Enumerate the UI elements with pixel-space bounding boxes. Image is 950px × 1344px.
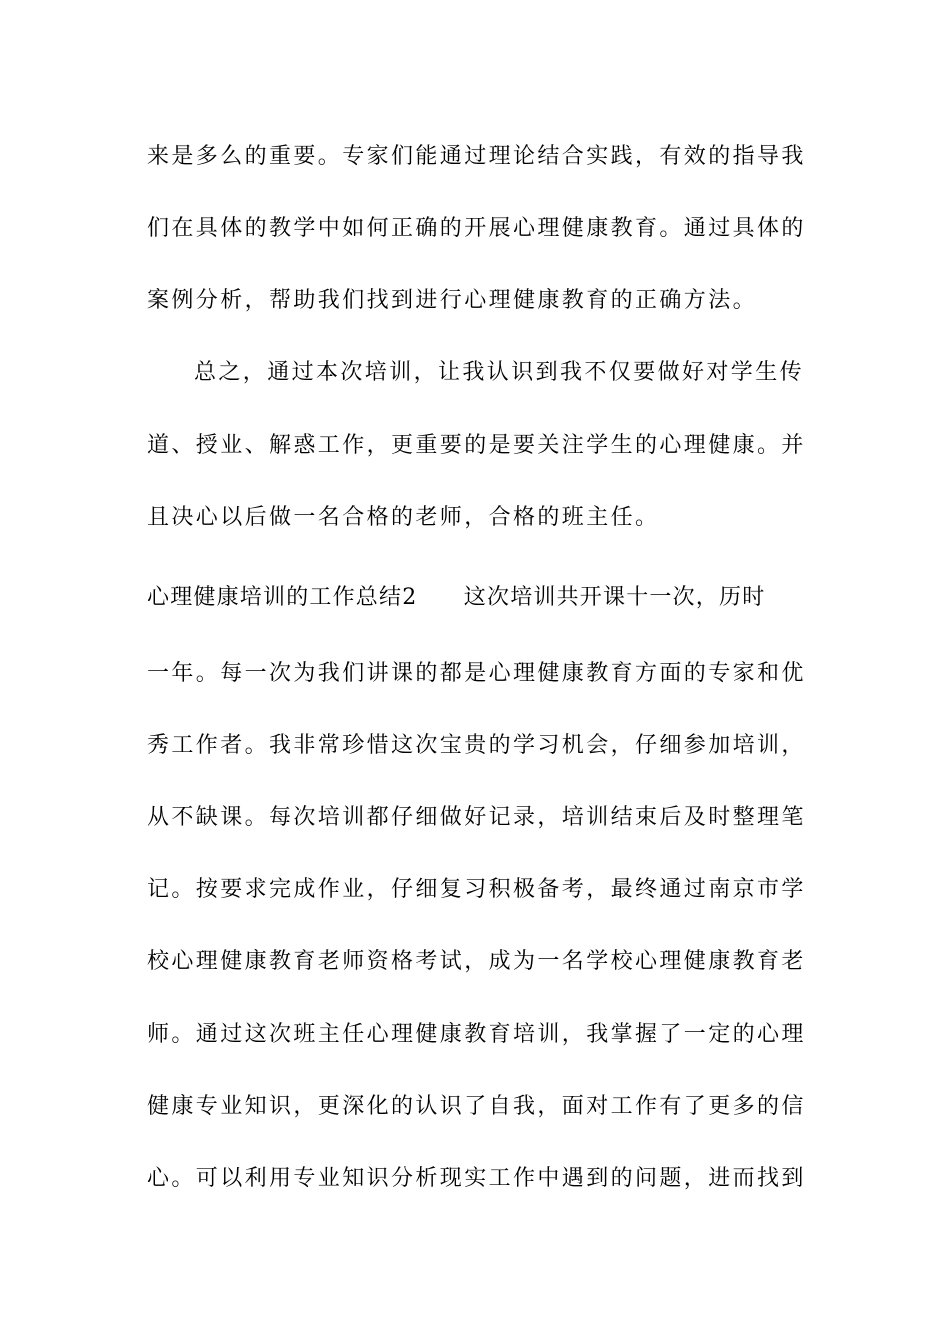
text-line: 记。按要求完成作业，仔细复习积极备考，最终通过南京市学 (147, 877, 806, 902)
section-heading-line: 心理健康培训的工作总结2 这次培训共开课十一次，历时 (147, 585, 766, 610)
text-line: 师。通过这次班主任心理健康教育培训，我掌握了一定的心理 (147, 1022, 806, 1047)
text-line: 一年。每一次为我们讲课的都是心理健康教育方面的专家和优 (147, 661, 806, 686)
paragraph-first-line: 总之，通过本次培训，让我认识到我不仅要做好对学生传 (194, 360, 805, 385)
text-line: 心。可以利用专业知识分析现实工作中遇到的问题，进而找到 (147, 1166, 806, 1191)
text-line: 校心理健康教育老师资格考试，成为一名学校心理健康教育老 (147, 949, 806, 974)
text-line: 们在具体的教学中如何正确的开展心理健康教育。通过具体的 (147, 216, 806, 241)
text-line: 且决心以后做一名合格的老师，合格的班主任。 (147, 505, 660, 530)
text-line: 从不缺课。每次培训都仔细做好记录，培训结束后及时整理笔 (147, 805, 806, 830)
text-line: 健康专业知识，更深化的认识了自我，面对工作有了更多的信 (147, 1094, 806, 1119)
text-line: 道、授业、解惑工作，更重要的是要关注学生的心理健康。并 (147, 433, 806, 458)
text-line: 秀工作者。我非常珍惜这次宝贵的学习机会，仔细参加培训， (147, 733, 806, 758)
text-line: 来是多么的重要。专家们能通过理论结合实践，有效的指导我 (147, 144, 806, 169)
text-line: 案例分析，帮助我们找到进行心理健康教育的正确方法。 (147, 288, 758, 313)
